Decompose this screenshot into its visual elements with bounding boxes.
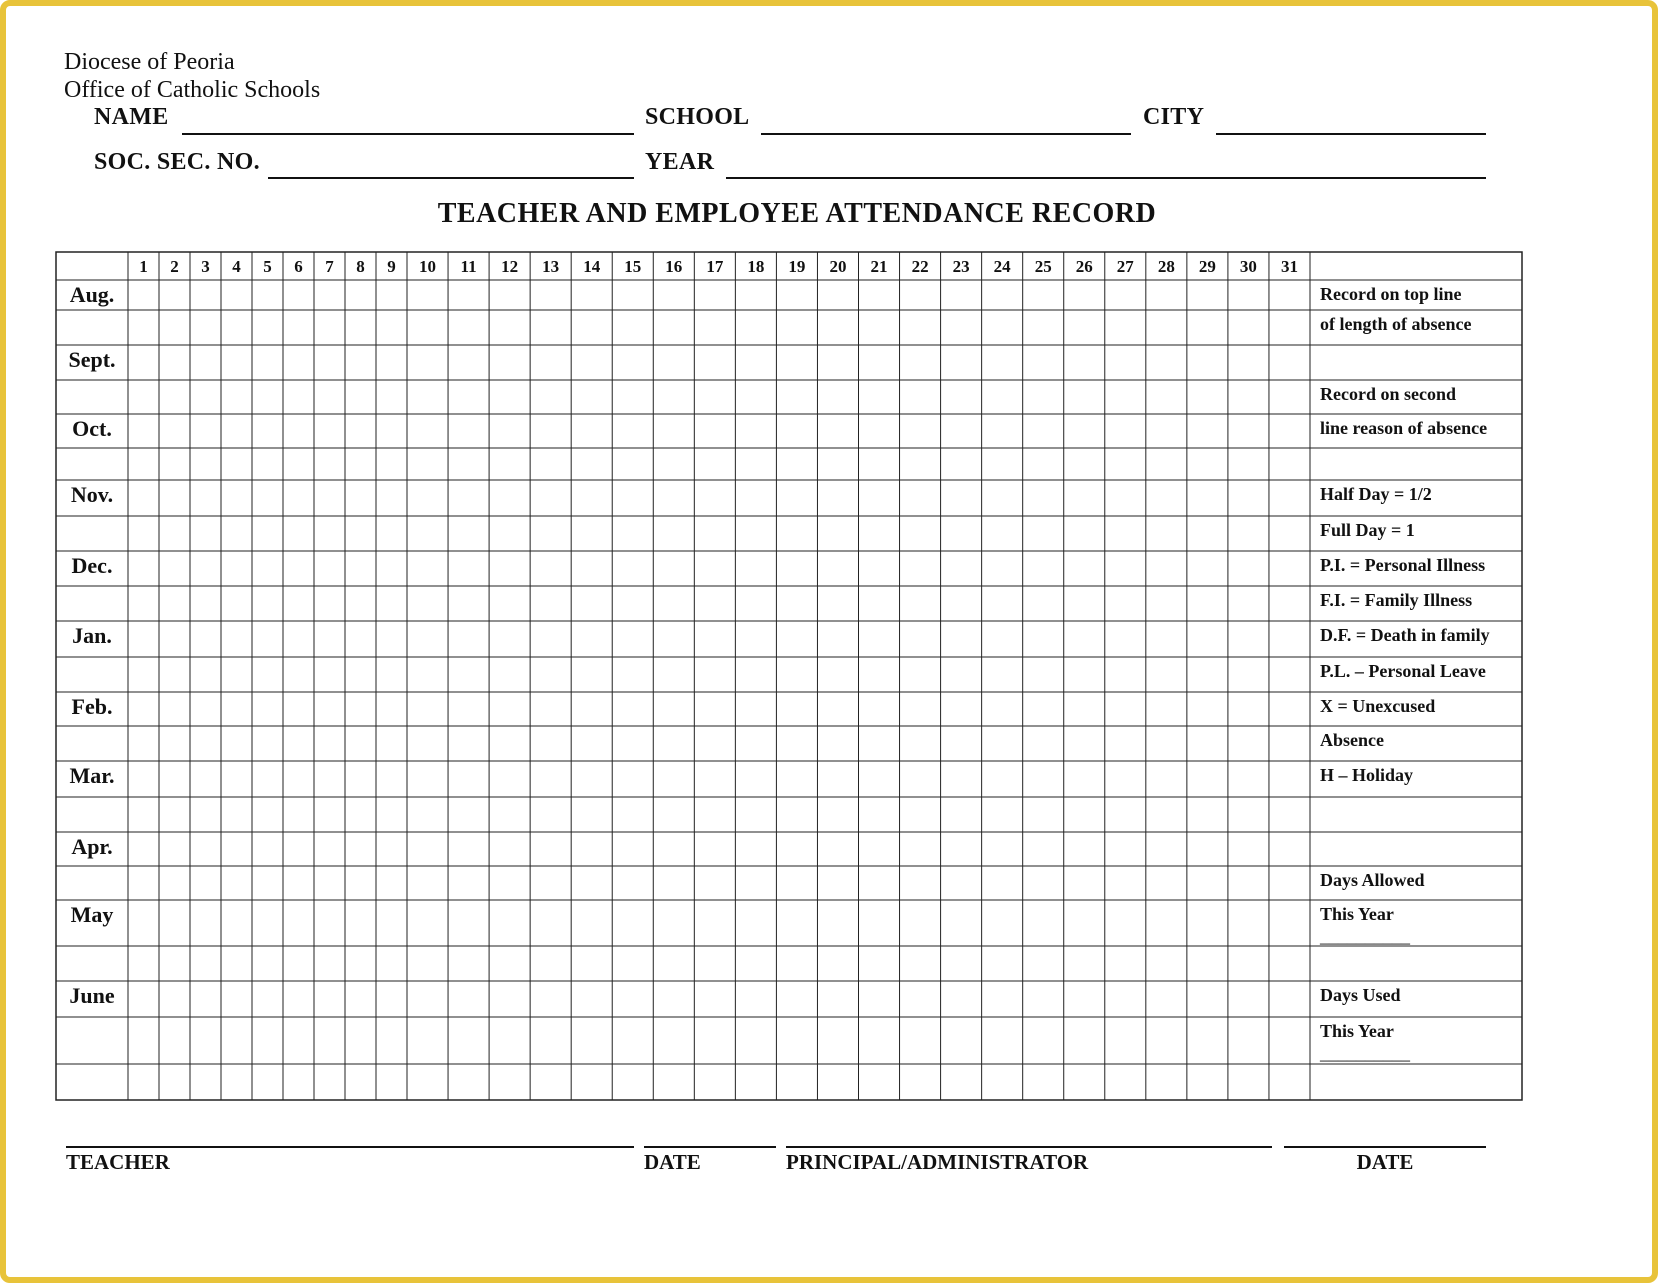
month-label: Jan. [72, 623, 112, 648]
day-header: 27 [1116, 257, 1134, 276]
day-header: 1 [139, 257, 148, 276]
day-header: 9 [387, 257, 396, 276]
day-header: 14 [583, 257, 601, 276]
city-label: CITY [1143, 104, 1205, 130]
org-office: Office of Catholic Schools [64, 77, 321, 103]
day-header: 20 [829, 257, 847, 276]
grid-border [56, 252, 1522, 1100]
day-header: 3 [201, 257, 210, 276]
school-label: SCHOOL [645, 104, 750, 130]
day-header: 7 [325, 257, 334, 276]
day-header: 4 [232, 257, 241, 276]
teacher-signature-line[interactable] [66, 1146, 634, 1148]
day-header: 26 [1075, 257, 1093, 276]
day-header: 25 [1034, 257, 1052, 276]
day-header: 22 [911, 257, 929, 276]
legend-note: H – Holiday [1320, 765, 1414, 785]
month-label: Oct. [72, 416, 112, 441]
date-label: DATE [644, 1150, 701, 1174]
day-header: 30 [1239, 257, 1257, 276]
fill-in-blank[interactable]: __________ [1320, 1043, 1410, 1063]
legend-note: Half Day = 1/2 [1320, 484, 1432, 504]
principal-label: PRINCIPAL/ADMINISTRATOR [786, 1150, 1089, 1174]
day-header: 29 [1198, 257, 1216, 276]
legend-note: X = Unexcused [1320, 696, 1436, 716]
day-header: 28 [1157, 257, 1175, 276]
day-header: 10 [419, 257, 437, 276]
legend-note: This Year [1320, 1021, 1394, 1041]
org-name: Diocese of Peoria [64, 49, 235, 75]
legend-note: of length of absence [1320, 314, 1472, 334]
day-header: 16 [665, 257, 683, 276]
legend-note: line reason of absence [1320, 418, 1488, 438]
day-header: 8 [356, 257, 365, 276]
day-header: 5 [263, 257, 272, 276]
teacher-label: TEACHER [66, 1150, 170, 1174]
day-header: 23 [952, 257, 970, 276]
ssn-label: SOC. SEC. NO. [94, 149, 260, 175]
legend-note: Full Day = 1 [1320, 520, 1415, 540]
day-header: 21 [870, 257, 888, 276]
legend-note: Record on top line [1320, 284, 1462, 304]
principal-signature-line[interactable] [786, 1146, 1272, 1148]
teacher-date-line[interactable] [644, 1146, 776, 1148]
legend-note: Days Allowed [1320, 870, 1425, 890]
month-label: May [70, 902, 114, 927]
day-header: 2 [170, 257, 179, 276]
day-header: 13 [542, 257, 560, 276]
name-label: NAME [94, 104, 169, 130]
day-header: 18 [747, 257, 765, 276]
legend-note: Days Used [1320, 985, 1401, 1005]
legend-note: F.I. = Family Illness [1320, 590, 1473, 610]
legend-note: P.L. – Personal Leave [1320, 661, 1486, 681]
month-label: Mar. [69, 763, 115, 788]
legend-note: Absence [1320, 730, 1384, 750]
month-label: Sept. [68, 347, 116, 372]
legend-note: D.F. = Death in family [1320, 625, 1490, 645]
legend-note: P.I. = Personal Illness [1320, 555, 1486, 575]
month-label: June [69, 983, 115, 1008]
day-header: 24 [993, 257, 1011, 276]
month-label: Apr. [71, 834, 113, 859]
day-header: 12 [501, 257, 519, 276]
month-label: Nov. [70, 482, 114, 507]
date2-label: DATE [1356, 1150, 1414, 1174]
month-label: Feb. [71, 694, 113, 719]
day-header: 6 [294, 257, 303, 276]
principal-date-line[interactable] [1284, 1146, 1486, 1148]
year-label: YEAR [645, 149, 715, 175]
day-header: 15 [624, 257, 642, 276]
form-title: TEACHER AND EMPLOYEE ATTENDANCE RECORD [437, 198, 1157, 229]
day-header: 17 [706, 257, 724, 276]
legend-note: This Year [1320, 904, 1394, 924]
month-label: Aug. [69, 282, 115, 307]
day-header: 19 [788, 257, 806, 276]
legend-note: Record on second [1320, 384, 1456, 404]
month-label: Dec. [71, 553, 113, 578]
day-header: 11 [460, 257, 477, 276]
day-header: 31 [1280, 257, 1298, 276]
fill-in-blank[interactable]: __________ [1320, 926, 1410, 946]
attendance-grid[interactable] [6, 6, 1652, 1277]
